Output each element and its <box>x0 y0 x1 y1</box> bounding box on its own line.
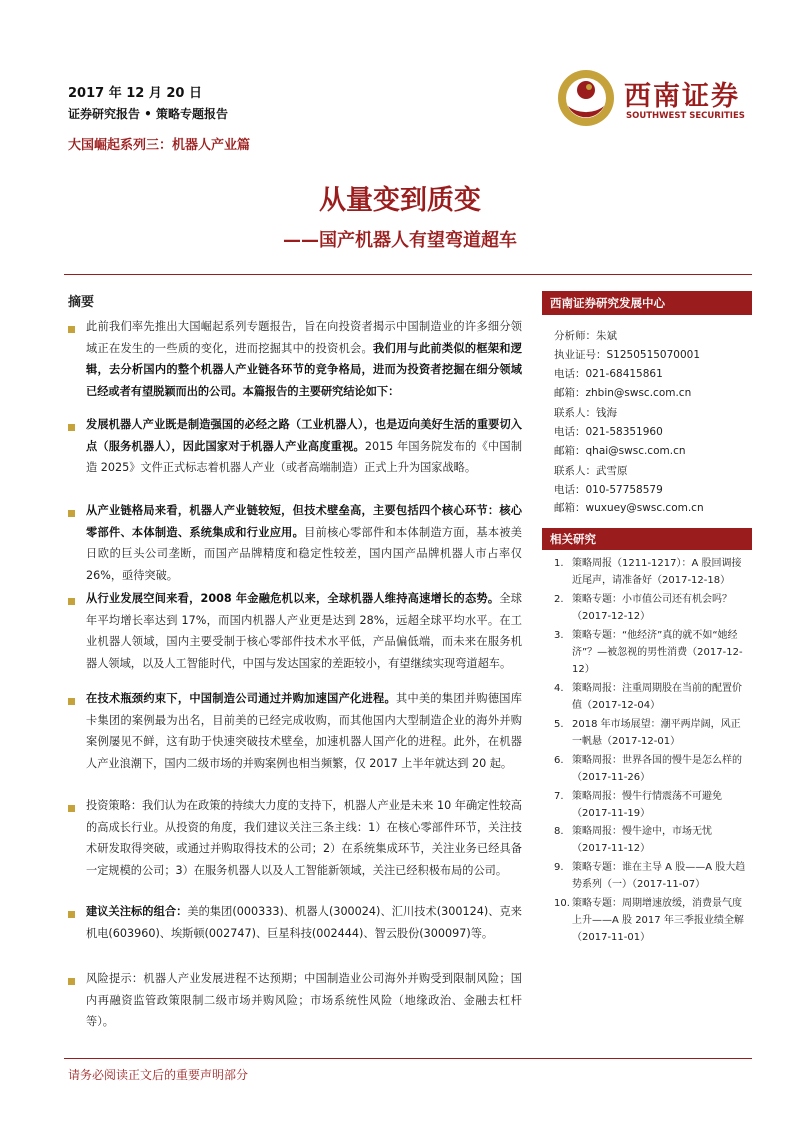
footer-divider <box>64 1058 752 1059</box>
related-item[interactable] <box>554 788 750 822</box>
summary-heading: 摘要 <box>68 295 95 310</box>
related-item[interactable] <box>554 859 750 893</box>
summary-p6-text: 投资策略：我们认为在政策的持续大力度的支持下，机器人产业是未来 10 年确定性较高的高成长行业。从投资的角度，我们建议关注三条主线：1）在核心零部件环节，关注技术研发取得突破，或通过并购取得技术的公司；2）在系统集成环节，关注业务已经具备一定规模的公司；3）在服务机器人以及人工智能新领域，关注已经积极布局的公司。 <box>86 799 522 877</box>
related-item-number: 7. <box>554 791 564 802</box>
header-divider <box>64 274 752 275</box>
summary-p8-text: 风险提示：机器人产业发展进程不达预期；中国制造业公司海外并购受到限制风险；国内再融资监管政策限制二级市场并购风险；市场系统性风险（地缘政治、金融去杠杆等）。 <box>86 972 522 1028</box>
summary-paragraph <box>86 588 522 674</box>
brand-name-en: SOUTHWEST SECURITIES <box>626 111 745 121</box>
summary-p4-bold: 从行业发展空间来看，2008 年金融危机以来，全球机器人维持高速增长的态势。 <box>86 592 500 605</box>
related-item-text: 策略周报：慢牛途中，市场无忧（2017-11-12） <box>572 826 712 854</box>
summary-p2-bold: 发展机器人产业既是制造强国的必经之路（工业机器人），也是迈向美好生活的重要切入点（服务机器人），因此国家对于机器人产业高度重视。 <box>86 418 522 453</box>
report-series: 大国崛起系列三：机器人产业篇 <box>68 138 251 153</box>
related-item[interactable] <box>554 752 750 786</box>
analyst-email: 邮箱：zhbin@swsc.com.cn <box>554 387 692 399</box>
summary-p5-bold: 在技术瓶颈约束下，中国制造公司通过并购加速国产化进程。 <box>86 692 396 705</box>
summary-p7-text: 美的集团(000333)、机器人(300024)、汇川技术(300124)、克来机电(603960)、埃斯顿(002747)、巨星科技(002444)、智云股份(300097)等。 <box>86 905 522 940</box>
analyst-phone: 电话：021-68415861 <box>554 368 663 380</box>
summary-paragraph <box>86 795 522 881</box>
summary-paragraph <box>86 316 522 402</box>
related-item[interactable] <box>554 716 750 750</box>
bullet-icon <box>68 424 75 431</box>
related-item-text: 策略专题：周期增速放缓，消费景气度上升——A 股 2017 年三季报业绩全解（2017-11-01） <box>572 898 744 943</box>
bullet-icon <box>68 510 75 517</box>
summary-p2-text: 2015 年国务院发布的《中国制造 2025》文件正式标志着机器人产业（或者高端制造）正式上升为国家战略。 <box>86 439 523 474</box>
related-item-number: 9. <box>554 862 564 873</box>
related-item-text: 策略周报（1211-1217）：A 股回调接近尾声，请准备好（2017-12-18） <box>572 558 742 586</box>
summary-p1-bold: 我们用与此前类似的框架和逻辑，去分析国内的整个机器人产业链各环节的竞争格局，进而为投资者挖掘在细分领域已经或者有望脱颖而出的公司。本篇报告的主要研究结论如下： <box>86 341 522 398</box>
related-item-text: 策略专题：“他经济”真的就不如“她经济”？—被忽视的男性消费（2017-12-12） <box>572 630 743 675</box>
research-center-heading: 西南证券研究发展中心 <box>542 291 752 315</box>
analyst-name: 分析师：朱斌 <box>554 330 617 342</box>
related-item-text: 策略专题：谁在主导 A 股——A 股大趋势系列（一）（2017-11-07） <box>572 862 746 890</box>
related-item[interactable] <box>554 680 750 714</box>
related-item[interactable] <box>554 823 750 857</box>
bullet-icon <box>68 805 75 812</box>
related-item-number: 10. <box>554 898 570 909</box>
footer-disclaimer: 请务必阅读正文后的重要声明部分 <box>68 1068 249 1082</box>
summary-paragraph <box>86 688 522 774</box>
report-type: 证券研究报告 • 策略专题报告 <box>68 107 229 121</box>
related-item[interactable] <box>554 627 750 678</box>
related-item-text: 策略周报：世界各国的慢牛是怎么样的（2017-11-26） <box>572 755 742 783</box>
related-item-number: 2. <box>554 594 564 605</box>
related-item-number: 4. <box>554 683 564 694</box>
contact-phone: 电话：021-58351960 <box>554 426 663 438</box>
summary-p3-bold: 从产业链格局来看，机器人产业链较短，但技术壁垒高，主要包括四个核心环节：核心零部件、本体制造、系统集成和行业应用。 <box>86 504 522 539</box>
bullet-icon <box>68 698 75 705</box>
summary-paragraph <box>86 968 522 1033</box>
license-number: 执业证号：S1250515070001 <box>554 349 701 361</box>
related-item-number: 5. <box>554 719 564 730</box>
summary-p1-text: 此前我们率先推出大国崛起系列专题报告，旨在向投资者揭示中国制造业的许多细分领域正在发生的一些质的变化，进而挖掘其中的投资机会。 <box>86 320 522 355</box>
related-item-text: 策略周报：注重周期股在当前的配置价值（2017-12-04） <box>572 683 742 711</box>
summary-paragraph <box>86 901 522 944</box>
related-item-text: 策略专题：小市值公司还有机会吗？（2017-12-12） <box>572 594 732 622</box>
summary-paragraph <box>86 414 522 479</box>
related-research-heading: 相关研究 <box>542 528 752 550</box>
contact-email: 邮箱：qhai@swsc.com.cn <box>554 445 686 457</box>
contact-name: 联系人：武雪原 <box>554 465 628 477</box>
contact-name: 联系人：钱海 <box>554 407 617 419</box>
summary-paragraph <box>86 500 522 586</box>
report-title: 从量变到质变 <box>319 185 481 216</box>
related-item-text: 2018 年市场展望：潮平两岸阔，风正一帆悬（2017-12-01） <box>572 719 741 747</box>
related-item-text: 策略周报：慢牛行情震荡不可避免（2017-11-19） <box>572 791 722 819</box>
summary-p3-text: 目前核心零部件和本体制造方面，基本被美日欧的巨头公司垄断，而国产品牌精度和稳定性较差，国内国产品牌机器人市占率仅 26%，亟待突破。 <box>86 525 522 582</box>
related-item-number: 8. <box>554 826 564 837</box>
related-item-number: 6. <box>554 755 564 766</box>
report-date: 2017 年 12 月 20 日 <box>68 86 202 101</box>
related-item[interactable] <box>554 591 750 625</box>
related-item[interactable] <box>554 555 750 589</box>
contact-email: 邮箱：wuxuey@swsc.com.cn <box>554 502 704 514</box>
related-item-number: 3. <box>554 630 564 641</box>
contact-phone: 电话：010-57758579 <box>554 484 663 496</box>
bullet-icon <box>68 911 75 918</box>
summary-p4-text: 全球年平均增长率达到 17%，而国内机器人产业更是达到 28%，远超全球平均水平。在工业机器人领域，国内主要受制于核心零部件技术水平低，产品偏低端，而未来在服务机器人领域，以及人工智能时代，中国与发达国家的差距较小，有望继续实现弯道超车。 <box>86 592 522 670</box>
summary-p7-bold: 建议关注标的组合： <box>86 905 188 918</box>
bullet-icon <box>68 978 75 985</box>
bullet-icon <box>68 326 75 333</box>
summary-p5-text: 其中美的集团并购德国库卡集团的案例最为出名，目前美的已经完成收购，而其他国内大型制造企业的海外并购案例屡见不鲜，这有助于快速突破技术壁垒，加速机器人国产化的进程。此外，在机器人产业浪潮下，国内二级市场的并购案例也相当频繁，仅 2017 上半年就达到 20 起。 <box>86 692 522 770</box>
related-item[interactable] <box>554 895 750 946</box>
brand-name-cn: 西南证券 <box>624 81 740 112</box>
bullet-icon <box>68 598 75 605</box>
related-item-number: 1. <box>554 558 564 569</box>
company-logo <box>556 66 756 130</box>
report-subtitle: ——国产机器人有望弯道超车 <box>283 230 517 251</box>
